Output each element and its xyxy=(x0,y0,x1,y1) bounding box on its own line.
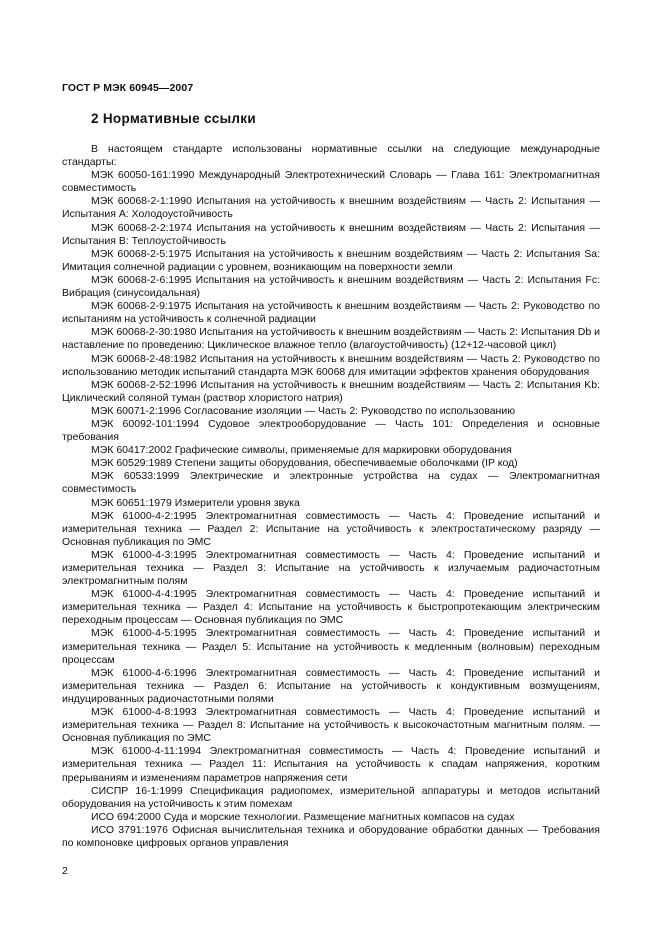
reference-item: ИСО 3791:1976 Офисная вычислительная техника и оборудование обработки данных — Требования по компоновке цифровых органов управления xyxy=(62,823,600,849)
section-title: 2 Нормативные ссылки xyxy=(91,111,256,126)
reference-item: МЭК 61000-4-3:1995 Электромагнитная совместимость — Часть 4: Проведение испытаний и измерительная техника — Раздел 3: Испытание на устойчивость к излучаемым радиочастотным электромагнитным полям xyxy=(62,548,600,588)
reference-item: ИСО 694:2000 Суда и морские технологии. Размещение магнитных компасов на судах xyxy=(91,810,515,823)
reference-item: МЭК 60533:1999 Электрические и электронные устройства на судах — Электромагнитная совместимость xyxy=(62,470,600,496)
reference-item: МЭК 60529:1989 Степени защиты оборудования, обеспечиваемые оболочками (IP код) xyxy=(91,457,518,470)
reference-item: МЭК 60068-2-5:1975 Испытания на устойчивость к внешним воздействиям — Часть 2: Испытания Sa: Имитация солнечной радиации с уровнем, возникающим на поверхности земли xyxy=(62,247,600,273)
reference-item: МЭК 60068-2-30:1980 Испытания на устойчивость к внешним воздействиям — Часть 2: Испытания Db и наставление по проведению: Циклическое влажное тепло (влагоустойчивость) (12+12-часовой цикл) xyxy=(62,326,600,352)
normative-references-body xyxy=(62,143,600,850)
reference-item: МЭК 60068-2-52:1996 Испытания на устойчивость к внешним воздействиям — Часть 2: Испытания Kb: Циклический соляной туман (раствор хлористого натрия) xyxy=(62,378,600,404)
reference-item: МЭК 60417:2002 Графические символы, применяемые для маркировки оборудования xyxy=(91,444,512,457)
reference-item: МЭК 60050-161:1990 Международный Электротехнический Словарь — Глава 161: Электромагнитная совместимость xyxy=(62,169,600,195)
reference-item: МЭК 61000-4-8:1993 Электромагнитная совместимость — Часть 4: Проведение испытаний и измерительная техника — Раздел 8: Испытание на устойчивость к высокочастотным магнитным полям. — Основная публикация по ЭМС xyxy=(62,706,600,745)
reference-item: МЭК 61000-4-5:1995 Электромагнитная совместимость — Часть 4: Проведение испытаний и измерительная техника — Раздел 5: Испытание на устойчивость к медленным (волновым) переходным процессам xyxy=(62,627,600,666)
reference-item: МЭК 60068-2-9:1975 Испытания на устойчивость к внешним воздействиям — Часть 2: Руководство по испытаниям на устойчивость к солнечной радиации xyxy=(62,300,600,326)
reference-item: СИСПР 16-1:1999 Спецификация радиопомех, измерительной аппаратуры и методов испытаний оборудования на устойчивость к этим помехам xyxy=(62,784,600,810)
page-number: 2 xyxy=(62,865,68,877)
reference-item: МЭК 61000-4-4:1995 Электромагнитная совместимость — Часть 4: Проведение испытаний и измерительная техника — Раздел 4: Испытание на устойчивость к быстропротекающим электрическим переходным процессам — Основная публикация по ЭМС xyxy=(62,588,600,627)
reference-item: МЭК 61000-4-11:1994 Электромагнитная совместимость — Часть 4: Проведение испытаний и измерительная техника — Раздел 11: Испытания на устойчивость к спадам напряжения, коротким прерываниям и изменениям параметров напряжения сети xyxy=(62,745,600,784)
reference-item: МЭК 61000-4-2:1995 Электромагнитная совместимость — Часть 4: Проведение испытаний и измерительная техника — Раздел 2: Испытание на устойчивость к электростатическому разряду — Основная публикация по ЭМС xyxy=(62,509,600,548)
reference-item: МЭК 60068-2-2:1974 Испытания на устойчивость к внешним воздействиям — Часть 2: Испытания — Испытания В: Теплоустойчивость xyxy=(62,221,600,247)
reference-item: МЭК 60068-2-48:1982 Испытания на устойчивость к внешним воздействиям — Часть 2: Руководство по использованию методик испытаний стандарта МЭК 60068 для имитации эффектов хранения оборудования xyxy=(62,352,600,378)
reference-item: МЭК 60068-2-6:1995 Испытания на устойчивость к внешним воздействиям — Часть 2: Испытания Fc: Вибрация (синусоидальная) xyxy=(62,273,600,300)
reference-item: МЭК 61000-4-6:1996 Электромагнитная совместимость — Часть 4: Проведение испытаний и измерительная техника — Раздел 6: Испытание на устойчивость к кондуктивным возмущениям, индуцированных радиочастотными полями xyxy=(62,666,600,705)
document-header: ГОСТ Р МЭК 60945—2007 xyxy=(62,82,194,94)
reference-item: МЭК 60651:1979 Измерители уровня звука xyxy=(91,496,300,509)
reference-item: МЭК 60092-101:1994 Судовое электрооборудование — Часть 101: Определения и основные требования xyxy=(62,417,600,444)
intro-paragraph: В настоящем стандарте использованы нормативные ссылки на следующие международные стандарты: xyxy=(62,143,600,169)
reference-item: МЭК 60068-2-1:1990 Испытания на устойчивость к внешним воздействиям — Часть 2: Испытания — Испытания А: Холодоустойчивость xyxy=(62,195,600,221)
reference-item: МЭК 60071-2:1996 Согласование изоляции — Часть 2: Руководство по использованию xyxy=(91,404,516,417)
